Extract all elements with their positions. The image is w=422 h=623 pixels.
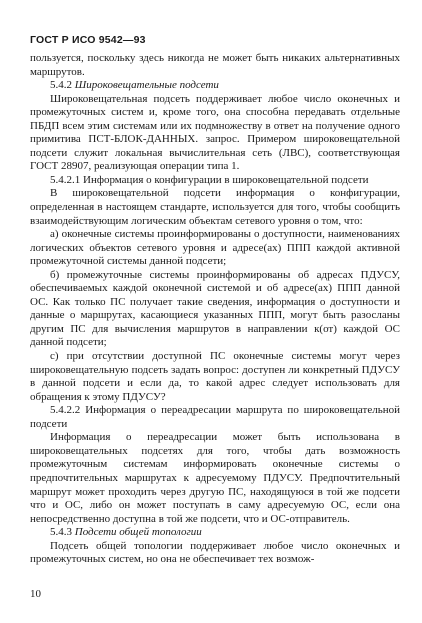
paragraph-general-topology: Подсеть общей топологии поддерживает любое число оконечных и промежуточных систем, но она не обеспечивает тех возмож-: [30, 539, 400, 566]
standard-header: ГОСТ Р ИСО 9542—93: [30, 34, 146, 46]
paragraph-config-info: В широковещательной подсети информация о конфигурации, определенная в настоящем стандарте, используется для того, чтобы сообщить взаимодействующим логическим объектам сетевого уровня о том, что:: [30, 187, 400, 227]
section-title: Широковещательные подсети: [74, 79, 219, 92]
list-item-a: а) оконечные системы проинформированы о доступности, наименованиях логических объектов сетевого уровня и адресе(ах) ППП каждой активной промежуточной системы данной подсети;: [30, 228, 400, 268]
paragraph-broadcast-subnet: Широковещательная подсеть поддерживает любое число оконечных и промежуточных систем и, кроме того, она способна передавать отдельные ПБДП всем этим системам или их подмножеству в ответ на получение одного примитива ПСТ-БЛОК-ДАННЫХ. запрос. Примером широковещательной подсети служит локальная вычислительная сеть (ЛВС), соответствующая ГОСТ 28907, реализующая операции типа 1.: [30, 92, 400, 173]
section-heading-5-4-3: [30, 526, 400, 540]
subsection-heading-5-4-2-2: 5.4.2.2 Информация о переадресации маршрута по широковещательной подсети: [30, 404, 400, 430]
subsection-heading-5-4-2-1: 5.4.2.1 Информация о конфигурации в широковещательной подсети: [50, 173, 369, 186]
list-item-b: б) промежуточные системы проинформированы об адресах ПДУСУ, обеспечиваемых каждой оконечной системой и об адресе(ах) ППП данной ОС. Как только ПС получает такие сведения, информация о доступности и данные о маршрутах, касающиеся указанных ППП, могут быть разосланы другим ПС для вычисления маршрутов в направлении к(от) каждой ОС данной подсети;: [30, 268, 400, 349]
paragraph-continuation: пользуется, поскольку здесь никогда не может быть никаких альтернативных маршрутов.: [30, 52, 400, 78]
body-text: [30, 52, 400, 567]
section-heading-5-4-2: [30, 79, 400, 93]
paragraph-redirect-info: Информация о переадресации может быть использована в широковещательных подсетях для того, чтобы дать возможность промежуточным системам информировать оконечные системы о предпочтительных маршрутах к адресуемому ПДУСУ. Предпочтительный маршрут может проходить через другую ПС, находящуюся в той же подсети что и ОС, либо он может поступать в саму адресуемую ОС, если она непосредственно доступна в той же подсети, что и ОС-отправитель.: [30, 431, 400, 525]
section-title: Подсети общей топологии: [74, 526, 202, 539]
section-number: 5.4.2: [50, 79, 72, 92]
page-number: 10: [30, 588, 41, 600]
list-item-c: с) при отсутствии доступной ПС оконечные системы могут через широковещательную подсеть задать вопрос: доступен ли конкретный ПДУСУ в данной подсети и если да, то какой адрес следует использовать для обращения к этому ПДУСУ?: [30, 350, 400, 403]
section-number: 5.4.3: [50, 526, 72, 539]
